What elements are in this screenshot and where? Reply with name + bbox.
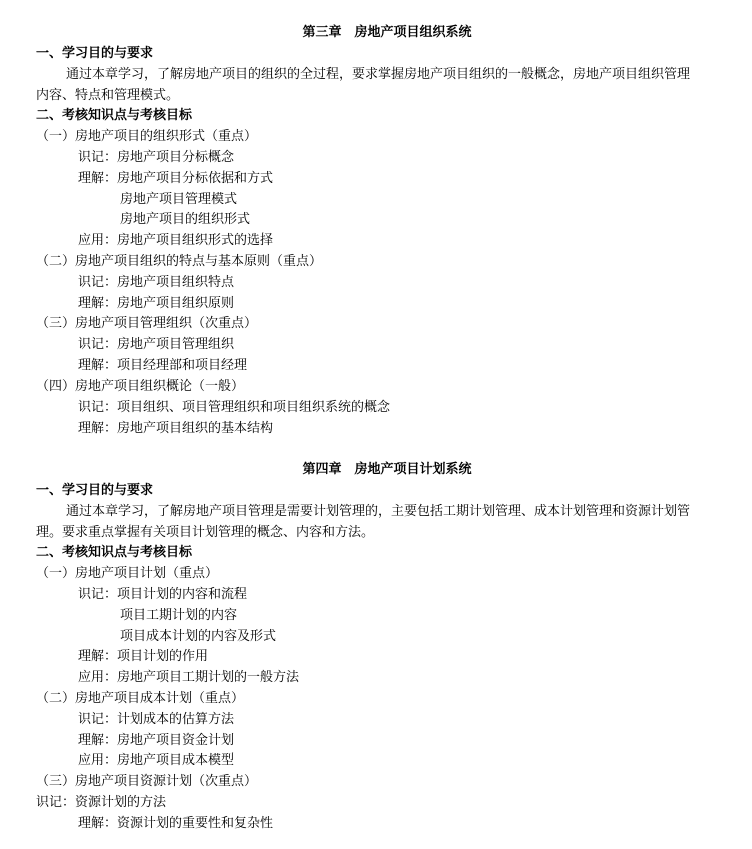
chapter4-section2-heading: 二、考核知识点与考核目标 [36, 545, 193, 560]
chapter4-section1-heading: 一、学习目的与要求 [36, 483, 154, 498]
chapter4-item2-understand: 理解：房地产项目资金计划 [78, 733, 235, 748]
chapter4-item2-apply: 应用：房地产项目成本模型 [78, 753, 235, 768]
chapter4-item3-understand: 理解：资源计划的重要性和复杂性 [78, 816, 274, 831]
chapter3-item1-memorize: 识记：房地产项目分标概念 [78, 150, 235, 165]
chapter3-section2-heading: 二、考核知识点与考核目标 [36, 108, 193, 123]
chapter3-item1-understand-3: 房地产项目的组织形式 [120, 212, 251, 227]
chapter4-section1-paragraph-line2: 理。要求重点掌握有关项目计划管理的概念、内容和方法。 [36, 525, 375, 540]
chapter3-item1-understand-2: 房地产项目管理模式 [120, 192, 238, 207]
chapter4-item1-understand: 理解：项目计划的作用 [78, 649, 209, 664]
chapter4-title: 第四章 房地产项目计划系统 [302, 462, 472, 477]
chapter4-section1-paragraph-line1: 通过本章学习，了解房地产项目管理是需要计划管理的，主要包括工期计划管理、成本计划管理和资源计划管 [66, 504, 691, 519]
chapter3-item3-memorize: 识记：房地产项目管理组织 [78, 337, 235, 352]
chapter3-title: 第三章 房地产项目组织系统 [302, 25, 472, 40]
chapter4-item1-memorize-3: 项目成本计划的内容及形式 [120, 629, 277, 644]
chapter4-item2-memorize: 识记：计划成本的估算方法 [78, 712, 235, 727]
chapter3-section1-heading: 一、学习目的与要求 [36, 46, 154, 61]
chapter3-item4-understand: 理解：房地产项目组织的基本结构 [78, 421, 274, 436]
chapter3-item2-understand: 理解：房地产项目组织原则 [78, 296, 235, 311]
chapter3-item2-memorize: 识记：房地产项目组织特点 [78, 275, 235, 290]
chapter3-item1-understand: 理解：房地产项目分标依据和方式 [78, 171, 274, 186]
chapter3-item1-apply: 应用：房地产项目组织形式的选择 [78, 233, 274, 248]
chapter4-knowledge-item-2: （二）房地产项目成本计划（重点） [36, 691, 245, 706]
chapter3-section1-paragraph-line1: 通过本章学习，了解房地产项目的组织的全过程，要求掌握房地产项目组织的一般概念，房地产项目组织管理 [66, 67, 691, 82]
chapter3-knowledge-item-1: （一）房地产项目的组织形式（重点） [36, 129, 258, 144]
chapter3-section1-paragraph-line2: 内容、特点和管理模式。 [36, 88, 180, 103]
chapter4-item3-memorize: 识记：资源计划的方法 [36, 795, 167, 810]
chapter3-knowledge-item-4: （四）房地产项目组织概论（一般） [36, 379, 245, 394]
chapter4-item1-memorize-2: 项目工期计划的内容 [120, 608, 238, 623]
chapter4-knowledge-item-3: （三）房地产项目资源计划（次重点） [36, 774, 258, 789]
chapter3-item3-understand: 理解：项目经理部和项目经理 [78, 358, 248, 373]
chapter4-knowledge-item-1: （一）房地产项目计划（重点） [36, 566, 219, 581]
chapter3-knowledge-item-3: （三）房地产项目管理组织（次重点） [36, 316, 258, 331]
chapter4-item1-memorize: 识记：项目计划的内容和流程 [78, 587, 248, 602]
chapter3-knowledge-item-2: （二）房地产项目组织的特点与基本原则（重点） [36, 254, 323, 269]
chapter3-item4-memorize: 识记：项目组织、项目管理组织和项目组织系统的概念 [78, 400, 391, 415]
chapter4-item1-apply: 应用：房地产项目工期计划的一般方法 [78, 670, 300, 685]
